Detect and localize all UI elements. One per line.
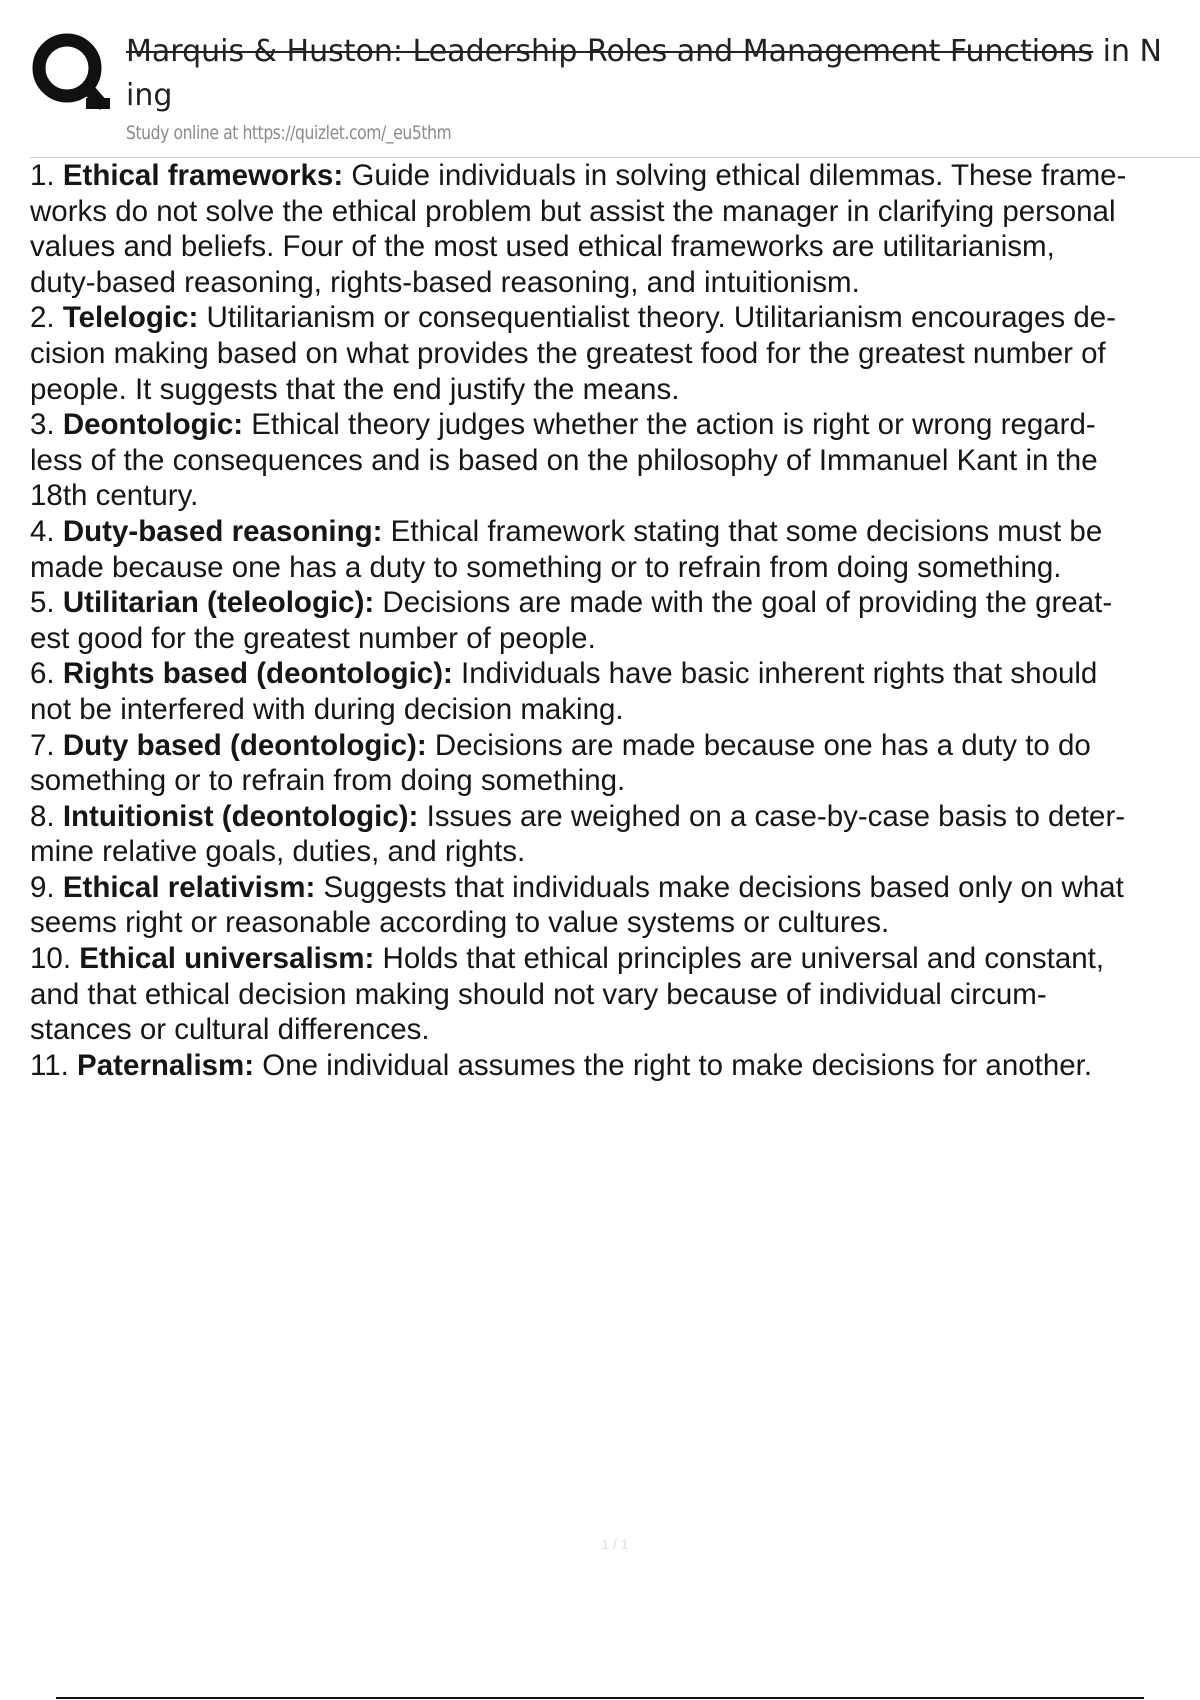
item-line <box>30 1012 1200 1048</box>
item-definition-text: est good for the greatest number of people. <box>30 621 596 655</box>
item-number: 11. <box>30 1048 69 1082</box>
item-term: Intuitionist (deontologic): <box>62 799 419 833</box>
item-number: 6. <box>30 657 55 691</box>
list-item <box>30 158 1200 300</box>
item-number: 8. <box>30 799 55 833</box>
item-line <box>30 478 1200 514</box>
item-definition-text: less of the consequences and is based on the philosophy of Immanuel Kant in the <box>30 443 1098 477</box>
item-line <box>30 692 1200 728</box>
item-line <box>30 372 1200 408</box>
item-line <box>30 941 1200 977</box>
item-term: Deontologic: <box>62 408 244 442</box>
item-line <box>30 407 1200 443</box>
footer-rule <box>56 1697 1144 1699</box>
item-definition-text: something or to refrain from doing something. <box>30 764 626 798</box>
item-number: 3. <box>30 408 55 442</box>
item-definition-text: stances or cultural differences. <box>30 1013 430 1047</box>
list-item <box>30 1048 1200 1084</box>
item-definition-text: Individuals have basic inherent rights that should <box>452 657 1098 691</box>
item-definition-text: Decisions are made because one has a duty to do <box>426 728 1091 762</box>
item-definition-text: not be interfered with during decision making. <box>30 692 624 726</box>
item-line <box>30 1048 1200 1084</box>
item-term: Ethical relativism: <box>62 870 316 904</box>
item-line <box>30 977 1200 1013</box>
item-definition-text: cision making based on what provides the greatest food for the greatest number of <box>30 336 1106 370</box>
item-number: 7. <box>30 728 55 762</box>
title-line-2: ing <box>126 78 173 113</box>
item-line <box>30 336 1200 372</box>
item-definition-text: made because one has a duty to something or to refrain from doing something. <box>30 550 1062 584</box>
list-item <box>30 728 1200 799</box>
item-term: Ethical frameworks: <box>62 159 344 192</box>
item-line <box>30 870 1200 906</box>
item-number: 5. <box>30 586 55 620</box>
document-header <box>0 0 1200 160</box>
item-definition-text: Issues are weighed on a case-by-case basis to deter- <box>418 799 1126 833</box>
item-definition-text: Guide individuals in solving ethical dilemmas. These frame- <box>343 159 1127 192</box>
flashcard-list <box>30 158 1200 1083</box>
quizlet-q-logo-icon <box>30 30 110 116</box>
item-line <box>30 834 1200 870</box>
item-term: Rights based (deontologic): <box>62 657 453 691</box>
item-line <box>30 443 1200 479</box>
item-term: Paternalism: <box>77 1048 255 1082</box>
item-definition-text: Ethical theory judges whether the action is right or wrong regard- <box>243 408 1096 442</box>
title-struck-text: Marquis & Huston: Leadership Roles and Management Functions <box>126 34 1094 69</box>
list-item <box>30 941 1200 1048</box>
item-term: Duty based (deontologic): <box>62 728 427 762</box>
list-item <box>30 799 1200 870</box>
item-number: 9. <box>30 870 55 904</box>
item-line <box>30 905 1200 941</box>
item-definition-text: duty-based reasoning, rights-based reasoning, and intuitionism. <box>30 265 860 299</box>
item-line <box>30 300 1200 336</box>
item-line <box>30 763 1200 799</box>
page-number: 1 / 1 <box>601 1536 629 1552</box>
item-definition-text: mine relative goals, duties, and rights. <box>30 835 526 869</box>
item-definition-text: seems right or reasonable according to value systems or cultures. <box>30 906 890 940</box>
list-item <box>30 656 1200 727</box>
document-title <box>126 30 1200 118</box>
item-number: 2. <box>30 301 55 335</box>
item-line <box>30 514 1200 550</box>
item-definition-text: people. It suggests that the end justify the means. <box>30 372 680 406</box>
item-line <box>30 158 1200 194</box>
item-definition-text: Suggests that individuals make decisions based only on what <box>315 870 1124 904</box>
item-definition-text: Utilitarianism or consequentialist theory. Utilitarianism encourages de- <box>198 301 1116 335</box>
item-term: Duty-based reasoning: <box>62 514 383 548</box>
item-number: 4. <box>30 514 55 548</box>
list-item <box>30 514 1200 585</box>
list-item <box>30 870 1200 941</box>
item-line <box>30 550 1200 586</box>
item-line <box>30 621 1200 657</box>
item-line <box>30 265 1200 301</box>
item-definition-text: One individual assumes the right to make decisions for another. <box>254 1048 1093 1082</box>
item-definition-text: Decisions are made with the goal of providing the great- <box>374 586 1113 620</box>
item-number: 10. <box>30 942 72 976</box>
item-definition-text: and that ethical decision making should not vary because of individual circum- <box>30 977 1047 1011</box>
item-line <box>30 585 1200 621</box>
item-line <box>30 799 1200 835</box>
list-item <box>30 407 1200 514</box>
item-definition-text: values and beliefs. Four of the most used ethical frameworks are utilitarianism, <box>30 230 1055 264</box>
item-line <box>30 229 1200 265</box>
item-number: 1. <box>30 159 55 192</box>
item-definition-text: works do not solve the ethical problem but assist the manager in clarifying personal <box>30 194 1116 228</box>
item-line <box>30 656 1200 692</box>
item-line <box>30 728 1200 764</box>
item-term: Telelogic: <box>62 301 199 335</box>
list-item <box>30 300 1200 407</box>
title-rest-text: in N <box>1093 34 1163 69</box>
item-line <box>30 194 1200 230</box>
list-item <box>30 585 1200 656</box>
item-definition-text: 18th century. <box>30 479 199 513</box>
item-definition-text: Ethical framework stating that some decisions must be <box>382 514 1103 548</box>
item-term: Ethical universalism: <box>79 942 375 976</box>
item-definition-text: Holds that ethical principles are universal and constant, <box>374 942 1105 976</box>
study-online-link-text: Study online at https://quizlet.com/_eu5thm <box>126 122 452 144</box>
item-term: Utilitarian (teleologic): <box>62 586 375 620</box>
